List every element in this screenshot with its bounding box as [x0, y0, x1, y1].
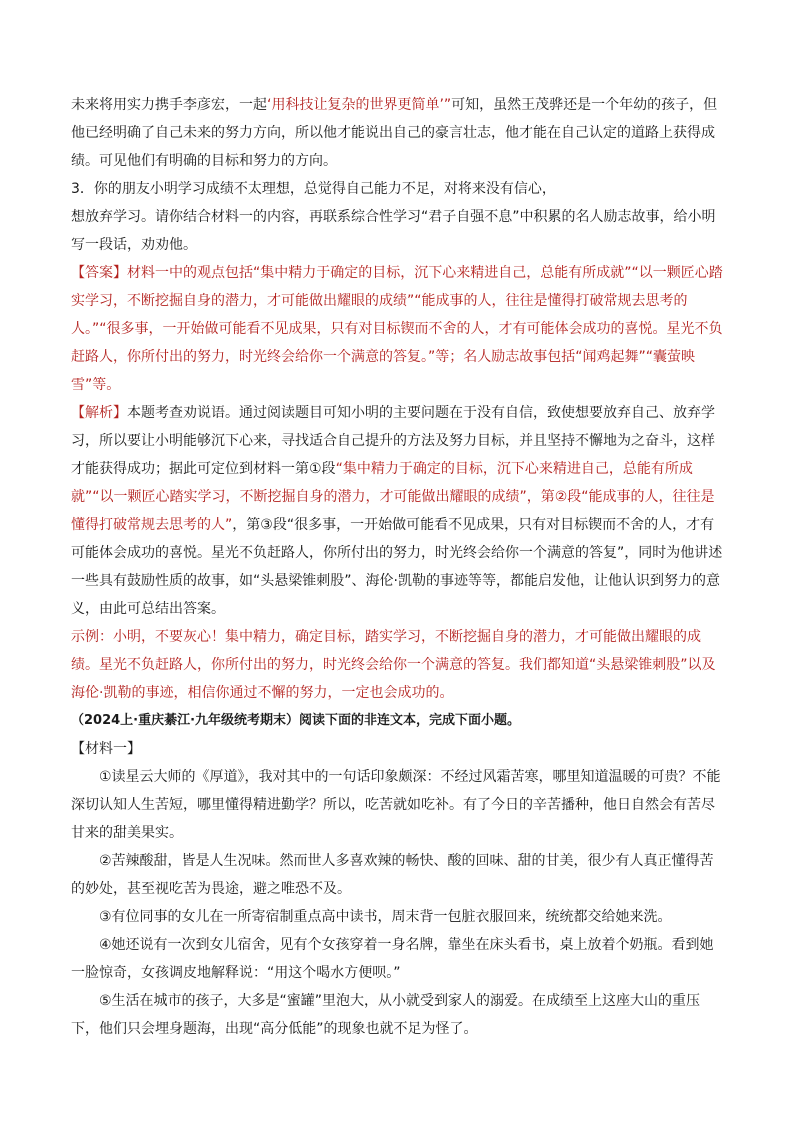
- conclusion-pre: 未来将用实力携手李彦宏，一起: [71, 97, 267, 113]
- source-heading: （2024上·重庆綦江·九年级统考期末）阅读下面的非连文本，完成下面小题。: [71, 713, 521, 728]
- analysis-text-2: ，第③段“很多事，一开始做可能看不见成果，只有对目标锲而不舍的人，才有可能体会成功的喜悦。星光不负赶路人，你所付出的努力，时光终会给你一个满意的答复”，同时为他讲述一些具有鼓励性质的故事，如“头悬梁锥刺股”、海伦·凯勒的事迹等等，都能启发他，让他认识到努力的意义，由此可总结出答案。: [71, 517, 723, 617]
- material-para-1: ①读星云大师的《厚道》，我对其中的一句话印象颇深：不经过风霜苦寒，哪里知道温暖的可贵？不能深切认知人生苦短，哪里懂得精进勤学？所以，吃苦就如吃补。有了今日的辛苦播种，他日自然会有苦尽甘来的甜美果实。: [71, 769, 721, 841]
- document-page: [71, 91, 726, 1043]
- answer-block: [71, 259, 726, 399]
- example-answer: 示例：小明，不要灰心！集中精力，确定目标，踏实学习，不断挖掘自身的潜力，才可能做出耀眼的成绩。星光不负赶路人，你所付出的努力，时光终会给你一个满意的答复。我们都知道“头悬梁锥刺股”以及海伦·凯勒的事迹，相信你通过不懈的努力，一定也会成功的。: [71, 629, 716, 701]
- analysis-text-1: 本题考查劝说语。通过阅读题目可知小明的主要问题在于没有自信，致使想要放弃自己、放弃学习，所以要让小明能够沉下心来，寻找适合自己提升的方法及努力目标，并且坚持不懈地为之奋斗，这样才能获得成功；据此可定位到材料一第①段: [71, 405, 715, 477]
- material-para-5: ⑤生活在城市的孩子，大多是“蜜罐”里泡大，从小就受到家人的溺爱。在成绩至上这座大山的重压下，他们只会埋身题海，出现“高分低能”的现象也就不足为怪了。: [71, 993, 701, 1037]
- paragraph-conclusion: [71, 91, 726, 175]
- answer-tag: 【答案】: [71, 265, 127, 281]
- question-3-line1: 3．你的朋友小明学习成绩不太理想，总觉得自己能力不足，对将来没有信心，: [71, 181, 556, 197]
- analysis-red-quote: “集中精力于确定的目标，沉下心来精进自己，总能有所成就”“以一颗匠心踏实学习，不断挖掘自身的潜力，才可能做出耀眼的成绩”，第②段“能成事的人，往往是懂得打破常规去思考的人”: [71, 461, 715, 533]
- answer-text: 材料一中的观点包括“集中精力于确定的目标，沉下心来精进自己，总能有所成就”“以一颗匠心踏实学习，不断挖掘自身的潜力，才可能做出耀眼的成绩”“能成事的人，往往是懂得打破常规去思考的人。”“很多事，一开始做可能看不见成果，只有对目标锲而不舍的人，才有可能体会成功的喜悦。星光不负赶路人，你所付出的努力，时光终会给你一个满意的答复。”等；名人励志故事包括“闻鸡起舞”“囊萤映雪”等。: [71, 265, 723, 393]
- conclusion-quote: ‘用科技让复杂的世界更简单’”: [267, 97, 452, 113]
- conclusion-post: 可知，虽然王茂骅还是一个年幼的孩子，但他已经明确了自己未来的努力方向，所以他才能说出自己的豪言壮志，他才能在自己认定的道路上获得成绩。可见他们有明确的目标和努力的方向。: [71, 97, 718, 169]
- analysis-block: [71, 399, 726, 623]
- analysis-tag: 【解析】: [71, 405, 127, 421]
- material-para-4: ④她还说有一次到女儿宿舍，见有个女孩穿着一身名牌，靠坐在床头看书，桌上放着个奶瓶。看到她一脸惊奇，女孩调皮地解释说：“用这个喝水方便呗。”: [71, 937, 714, 981]
- material-para-3: ③有位同事的女儿在一所寄宿制重点高中读书，周末背一包脏衣服回来，统统都交给她来洗。: [99, 909, 672, 925]
- question-3-line2: 想放弃学习。请你结合材料一的内容，再联系综合性学习“君子自强不息”中积累的名人励志故事，给小明写一段话，劝劝他。: [71, 209, 716, 253]
- material-title: 【材料一】: [71, 741, 141, 757]
- material-para-2: ②苦辣酸甜，皆是人生况味。然而世人多喜欢辣的畅快、酸的回味、甜的甘美，很少有人真正懂得苦的妙处，甚至视吃苦为畏途，避之唯恐不及。: [71, 853, 714, 897]
